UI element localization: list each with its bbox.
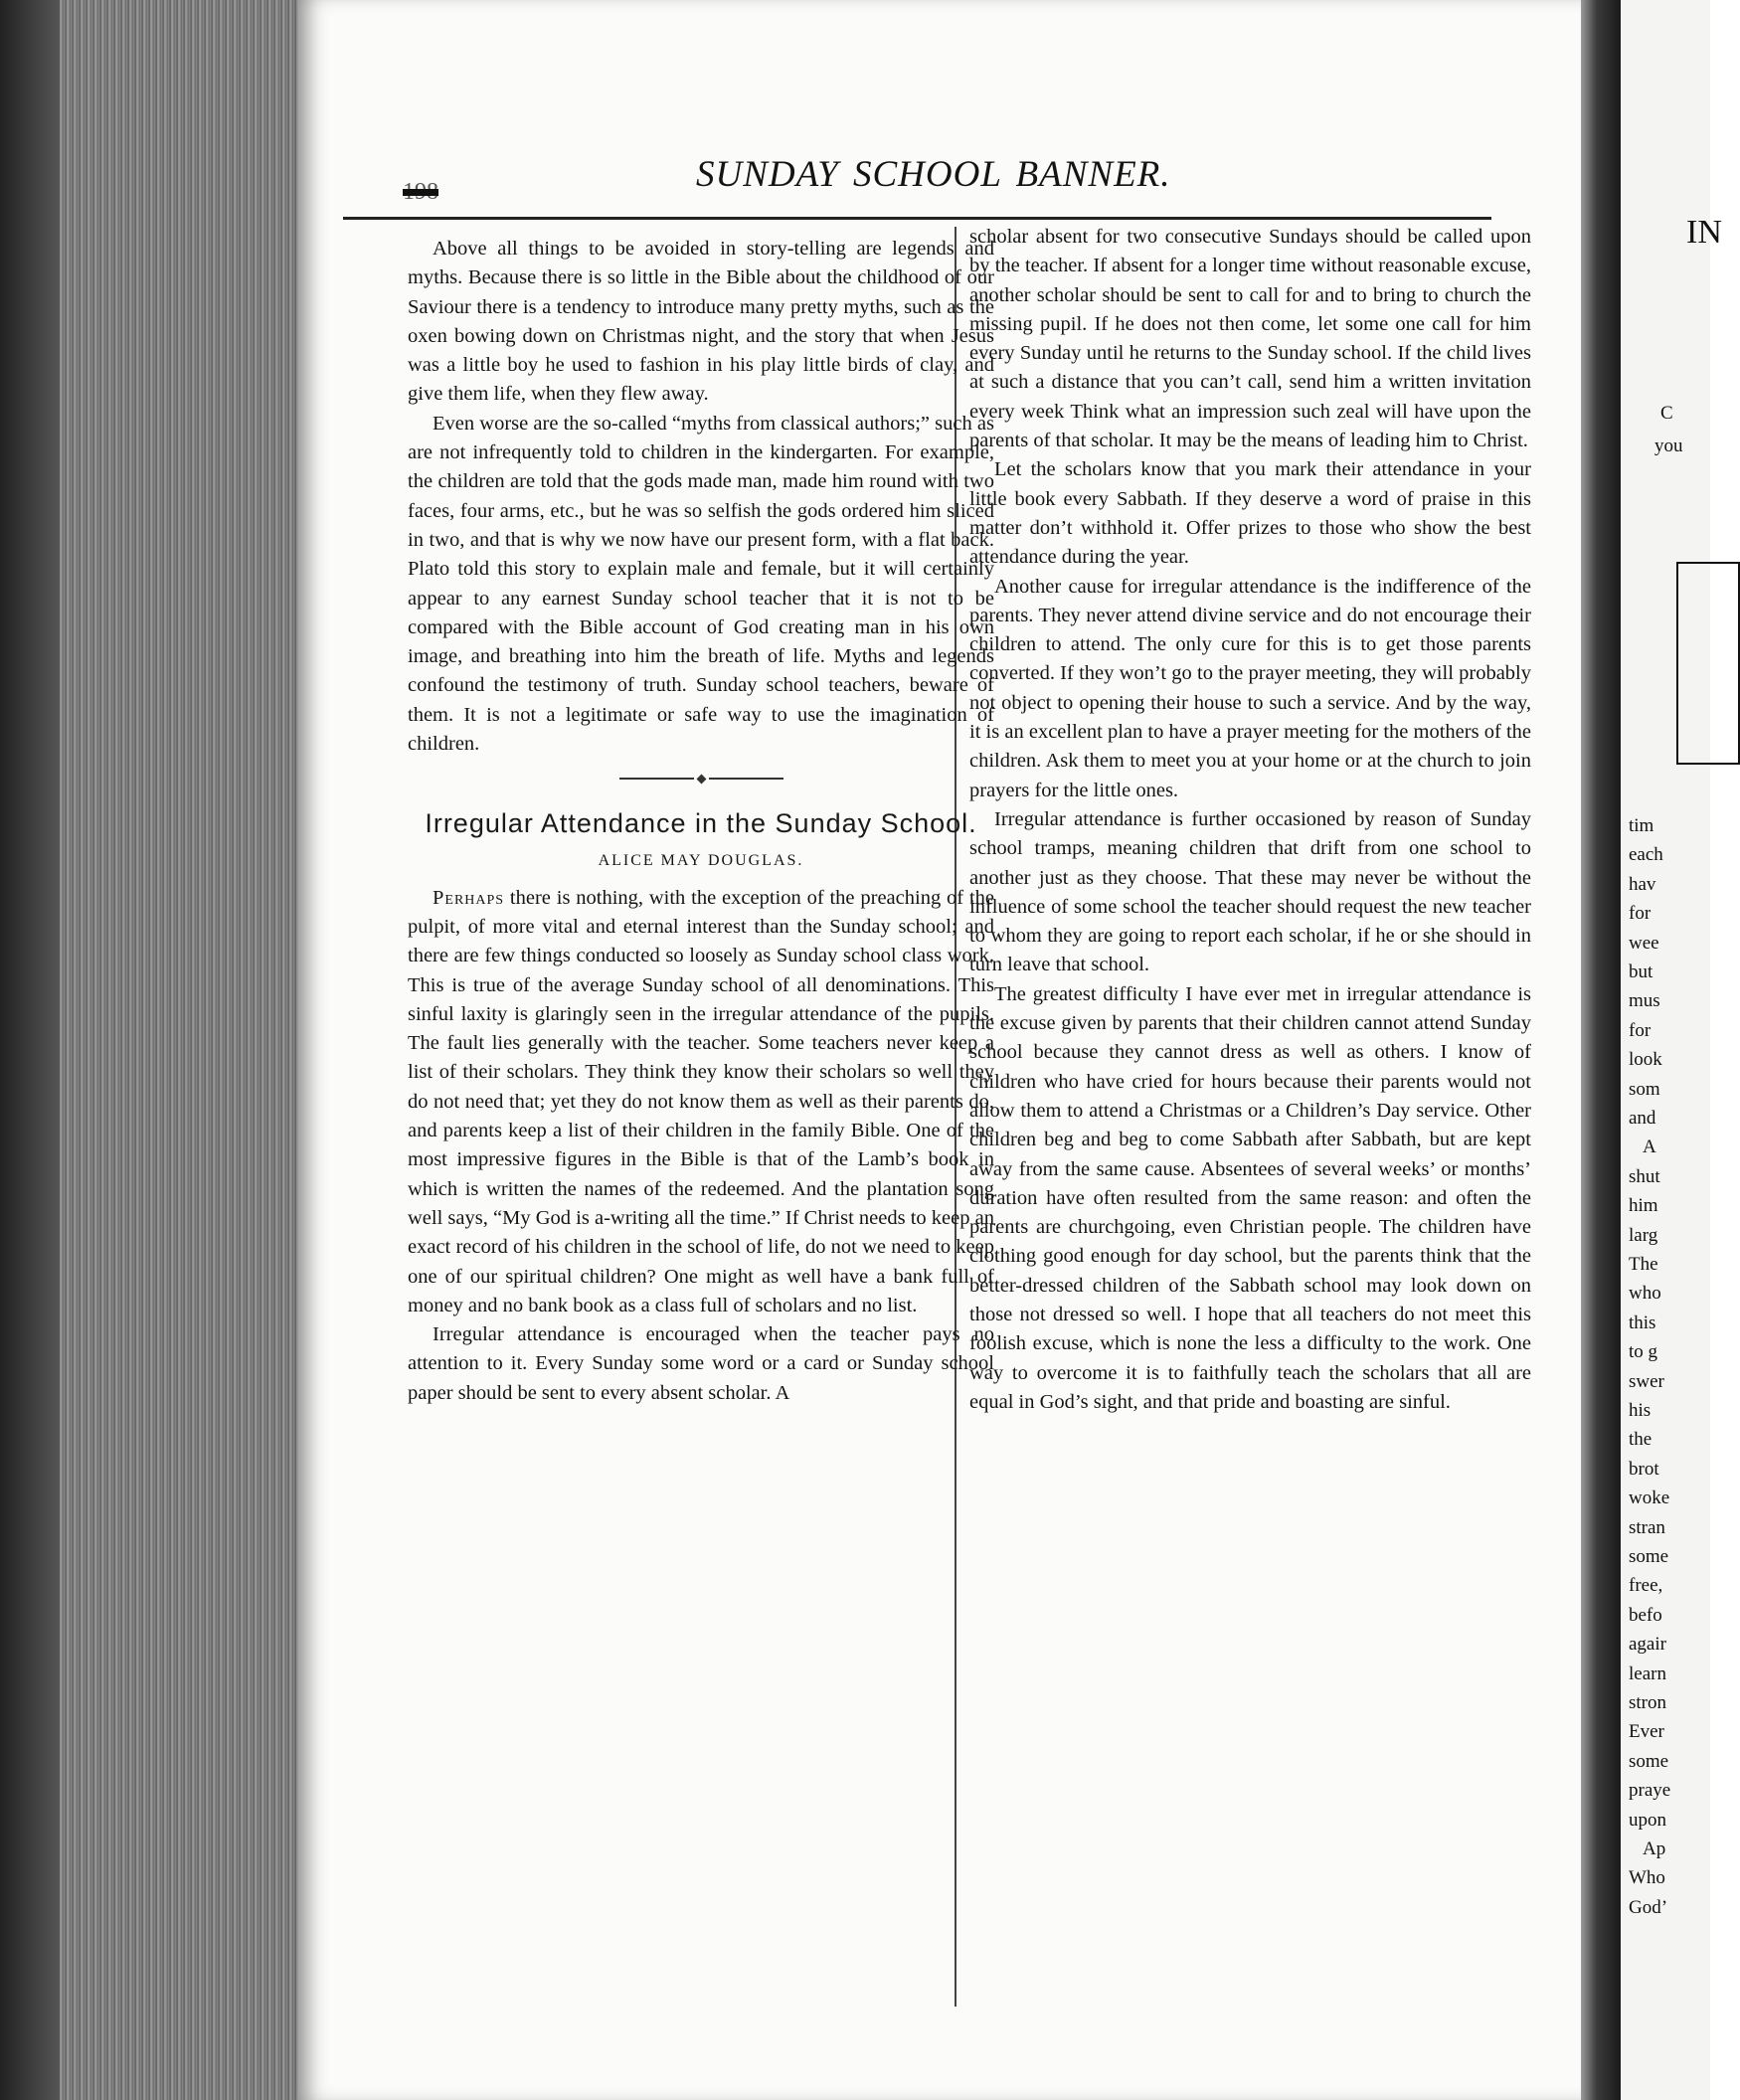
facing-text-fragment: hav: [1629, 873, 1656, 895]
paragraph: scholar absent for two consecutive Sundays should be called upon by the teacher. If absent for a longer time without reasonable excuse, another scholar should be sent to call for and to bring to church the missing pupil. If he does not then come, let some one call for him every Sunday until he returns to the Sunday school. If the child lives at such a distance that you can’t call, send him a written invitation every week Think what an impression such zeal will have upon the parents of that scholar. It may be the means of leading him to Christ.: [969, 226, 1531, 452]
paragraph: Another cause for irregular attendance is the indifference of the parents. They never attend divine service and do not encourage their children to attend. The only cure for this is to get those parents converted. If they won’t go to the prayer meeting, they will probably not object to opening their house to such a service. And by the way, it is an excellent plan to have a prayer meeting for the mothers of the children. Ask them to meet you at your home or at the church to join prayers for the little ones.: [969, 575, 1531, 801]
facing-text-fragment: upon: [1629, 1809, 1666, 1831]
facing-text-fragment: God’: [1629, 1896, 1668, 1918]
journal-title: SUNDAY SCHOOL BANNER.: [696, 154, 1171, 195]
paragraph: Let the scholars know that you mark their attendance in your little book every Sabbath. If they deserve a word of praise in this matter don’t withhold it. Offer prizes to those who show the best attendance during the year.: [969, 458, 1531, 569]
facing-text-fragment: stran: [1629, 1516, 1665, 1538]
facing-text-fragment: brot: [1629, 1458, 1659, 1480]
facing-text-fragment: Ever: [1629, 1721, 1664, 1743]
facing-text-fragment: praye: [1629, 1780, 1671, 1802]
book-gutter: [1581, 0, 1621, 2100]
paragraph: Above all things to be avoided in story-telling are legends and myths. Because there is so little in the Bible about the childhood of our Saviour there is a tendency to introduce many pretty myths, such as the oxen bowing down on Christmas night, and the story that when Jesus was a little boy he used to fashion in his play little birds of clay, and give them life, when they flew away.: [408, 238, 994, 406]
header-rule: [343, 217, 1491, 220]
facing-text-fragment: some: [1629, 1546, 1669, 1567]
facing-text-fragment: free,: [1629, 1575, 1663, 1597]
facing-text-fragment: and: [1629, 1108, 1656, 1129]
article-title: Irregular Attendance in the Sunday School.: [425, 808, 977, 839]
facing-page-fragment: [1621, 0, 1722, 2100]
facing-text-fragment: woke: [1629, 1488, 1670, 1509]
facing-text-fragment: swer: [1629, 1370, 1664, 1392]
facing-text-fragment: learn: [1629, 1662, 1666, 1684]
facing-text-fragment: stron: [1629, 1692, 1666, 1713]
left-column: [408, 235, 994, 1408]
facing-text-fragment: the: [1629, 1429, 1653, 1451]
lead-word: Perhaps: [433, 886, 505, 909]
facing-text-fragment: C: [1660, 403, 1673, 424]
facing-text-fragment: but: [1629, 962, 1653, 982]
facing-text-fragment: The: [1629, 1254, 1658, 1275]
paragraph: [408, 884, 994, 1320]
facing-boxed-element: [1676, 562, 1740, 765]
facing-text-fragment: shut: [1629, 1165, 1660, 1187]
paragraph-text: there is nothing, with the exception of the preaching of the pulpit, of more vital and eternal interest than the Sunday school; and there are few things conducted so loosely as Sunday school class work. This is true of the average Sunday school of all denominations. This sinful laxity is glaringly seen in the irregular attendance of the pupils. The fault lies generally with the teacher. Some teachers never keep a list of their scholars. They think they know their scholars so well they do not need that; yet they do not know them as well as their parents do, and parents keep a list of their children in the family Bible. One of the most impressive figures in the Bible is that of the Lamb’s book in which is written the names of the redeemed. And the plantation song well says, “My God is a-writing all the time.” If Christ needs to keep an exact record of his children in the school of life, do not we need to keep one of our spiritual children? One might as well have a bank full of money and no bank book as a class full of scholars and no list.: [408, 886, 994, 1316]
paragraph: Irregular attendance is encouraged when the teacher pays no attention to it. Every Sunday some word or a card or Sunday school paper should be sent to every absent scholar. A: [408, 1323, 994, 1404]
facing-text-fragment: each: [1629, 844, 1663, 866]
facing-text-fragment: his: [1629, 1400, 1652, 1421]
paragraph: Irregular attendance is further occasioned by reason of Sunday school tramps, meaning children that drift from one school to another just as they choose. That these may never be without the influence of some school the teacher should request the new teacher to whom they are going to report each scholar, if he or she should in turn leave that school.: [969, 807, 1531, 976]
facing-text-fragment: befo: [1629, 1604, 1662, 1626]
facing-text-fragment: larg: [1629, 1224, 1658, 1246]
facing-text-fragment: mus: [1629, 990, 1660, 1012]
page-number: 198: [403, 179, 438, 205]
facing-text-fragment: agair: [1629, 1634, 1666, 1656]
facing-heading-fragment: IN: [1686, 214, 1722, 251]
facing-text-fragment: this: [1629, 1312, 1656, 1333]
section-divider-ornament: [408, 773, 994, 785]
facing-text-fragment: tim: [1629, 815, 1654, 836]
facing-text-fragment: some: [1629, 1750, 1669, 1772]
article-byline: ALICE MAY DOUGLAS.: [598, 852, 804, 870]
paragraph: The greatest difficulty I have ever met in irregular attendance is the excuse given by parents that their children cannot attend Sunday school because they cannot dress as well as others. I know of children who have cried for hours because their parents would not allow them to attend a Christmas or a Children’s Day service. Other children beg and beg to come Sabbath after Sabbath, but are kept away from the same cause. Absentees of several weeks’ or months’ duration have often resulted from the same reason: and often the parents are churchgoing, even Christian people. The children have clothing good enough for day school, but the parents think that the better-dressed children of the Sabbath school may look down on those not dressed so well. I hope that all teachers do not meet this foolish excuse, which is none the less a difficulty to the work. One way to overcome it is to faithfully teach the scholars that all are equal in God’s sight, and that pride and boasting are sinful.: [969, 982, 1531, 1413]
facing-text-fragment: Ap: [1643, 1838, 1666, 1859]
facing-text-fragment: for: [1629, 903, 1652, 925]
paragraph: Even worse are the so-called “myths from classical authors;” such as are not infrequently told to children in the kindergarten. For example, the children are told that the gods made man, made him round with two faces, four arms, etc., but he was so selfish the gods ordered him sliced in two, and that is why we now have our present form, with a flat back. Plato told this story to explain male and female, but it will certainly appear to any earnest Sunday school teacher that it is not to be compared with the Bible account of God creating man in his own image, and breathing into him the breath of life. Myths and legends confound the testimony of truth. Sunday school teachers, beware of them. It is not a legitimate or safe way to use the imagination of children.: [408, 412, 994, 756]
facing-text-fragment: wee: [1629, 932, 1659, 954]
facing-text-fragment: for: [1629, 1019, 1652, 1041]
facing-text-fragment: Who: [1629, 1867, 1665, 1889]
facing-text-fragment: som: [1629, 1078, 1660, 1100]
facing-text-fragment: him: [1629, 1195, 1658, 1217]
book-page-edges: [0, 0, 308, 2100]
right-column: [969, 223, 1531, 1417]
facing-text-fragment: look: [1629, 1049, 1662, 1071]
facing-text-fragment: to g: [1629, 1341, 1658, 1363]
facing-text-fragment: A: [1643, 1137, 1656, 1158]
facing-text-fragment: you: [1654, 436, 1683, 456]
facing-text-fragment: who: [1629, 1283, 1661, 1305]
running-head: [328, 149, 1481, 205]
